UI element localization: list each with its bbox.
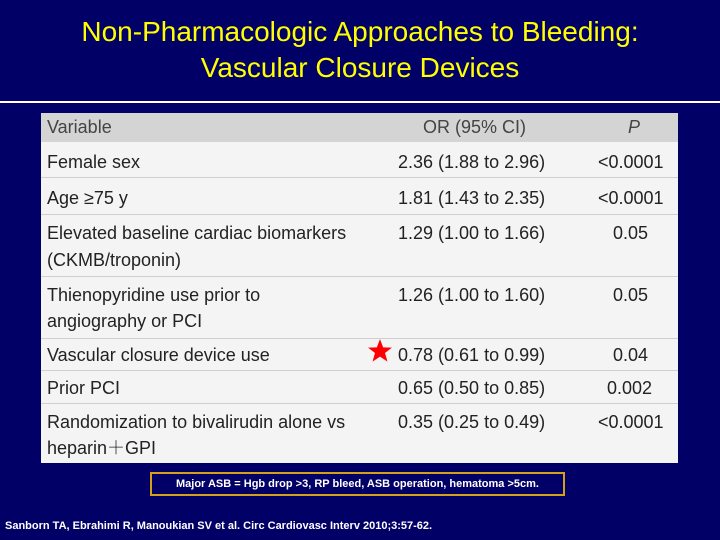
row-2-variable: Age ≥75 y	[47, 188, 128, 208]
row-6-or: 0.65 (0.50 to 0.85)	[398, 378, 546, 398]
row-separator	[41, 214, 678, 215]
row-separator	[41, 403, 678, 404]
row-3-variable-line-1: Elevated baseline cardiac biomarkers	[47, 223, 347, 243]
row-5-or: 0.78 (0.61 to 0.99)	[398, 345, 546, 365]
row-1-p: <0.0001	[598, 152, 664, 172]
row-6-variable: Prior PCI	[47, 378, 121, 398]
row-separator	[41, 370, 678, 371]
slide-title	[0, 14, 720, 86]
row-4-p: 0.05	[613, 285, 649, 305]
header-p: P	[628, 117, 641, 137]
row-2-or: 1.81 (1.43 to 2.35)	[398, 188, 546, 208]
row-3-p: 0.05	[613, 223, 649, 243]
row-1-or: 2.36 (1.88 to 2.96)	[398, 152, 546, 172]
title-line-2: Vascular Closure Devices	[200, 52, 520, 83]
star-icon	[367, 338, 393, 364]
odds-ratio-table	[41, 113, 678, 463]
row-7-or: 0.35 (0.25 to 0.49)	[398, 412, 546, 432]
row-1-variable: Female sex	[47, 152, 141, 172]
title-line-1: Non-Pharmacologic Approaches to Bleeding:	[81, 16, 639, 47]
row-4-or: 1.26 (1.00 to 1.60)	[398, 285, 546, 305]
row-3-or: 1.29 (1.00 to 1.66)	[398, 223, 546, 243]
row-separator	[41, 338, 678, 339]
row-5-p: 0.04	[613, 345, 649, 365]
header-or: OR (95% CI)	[423, 117, 527, 137]
row-5-variable: Vascular closure device use	[47, 345, 270, 365]
definition-footnote: Major ASB = Hgb drop >3, RP bleed, ASB operation, hematoma >5cm.	[150, 472, 565, 496]
row-4-variable-line-2: angiography or PCI	[47, 311, 203, 331]
header-variable: Variable	[47, 117, 112, 137]
row-separator	[41, 276, 678, 277]
row-6-p: 0.002	[607, 378, 653, 398]
row-separator	[41, 177, 678, 178]
row-3-variable-line-2: (CKMB/troponin)	[47, 250, 182, 270]
table-header-band	[41, 113, 678, 142]
row-7-p: <0.0001	[598, 412, 664, 432]
row-7-variable-line-2: heparin＋GPI	[47, 438, 157, 458]
row-7-variable-line-1: Randomization to bivalirudin alone vs	[47, 412, 346, 432]
title-divider	[0, 101, 720, 103]
citation: Sanborn TA, Ebrahimi R, Manoukian SV et al. Circ Cardiovasc Interv 2010;3:57-62.	[5, 520, 433, 532]
row-2-p: <0.0001	[598, 188, 664, 208]
row-4-variable-line-1: Thienopyridine use prior to	[47, 285, 261, 305]
